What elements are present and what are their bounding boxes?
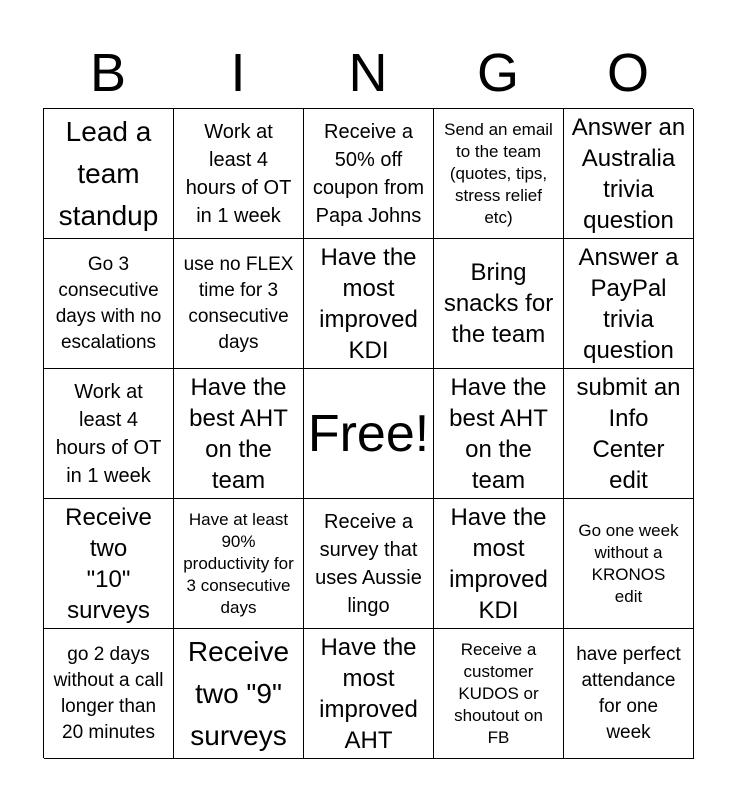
bingo-card-grid [43, 108, 693, 758]
cell-text: go 2 days without a call longer than 20 minutes [53, 643, 164, 743]
cell-text: Receive two "10" surveys [65, 503, 152, 624]
bingo-cell[interactable] [304, 499, 434, 629]
cell-text: Send an email to the team (quotes, tips, stress relief etc) [444, 119, 553, 227]
cell-text: Have the best AHT on the team [449, 373, 548, 494]
cell-text: Receive two "9" surveys [187, 635, 290, 751]
bingo-cell[interactable] [44, 629, 174, 759]
bingo-cell[interactable] [564, 369, 694, 499]
cell-text: Work at least 4 hours of OT in 1 week [185, 120, 292, 227]
header-letter-g: G [476, 43, 519, 103]
bingo-cell[interactable] [174, 499, 304, 629]
bingo-free-cell[interactable] [304, 369, 434, 499]
cell-text: Go 3 consecutive days with no escalations [55, 253, 162, 353]
bingo-cell[interactable] [174, 109, 304, 239]
cell-text: Have the best AHT on the team [189, 373, 288, 494]
bingo-header [43, 38, 693, 108]
bingo-cell[interactable] [564, 499, 694, 629]
cell-text: Lead a team standup [58, 115, 159, 231]
bingo-cell[interactable] [434, 369, 564, 499]
bingo-cell[interactable] [564, 629, 694, 759]
bingo-cell[interactable] [434, 109, 564, 239]
cell-text: Have the most improved KDI [319, 243, 418, 364]
bingo-cell[interactable] [174, 239, 304, 369]
bingo-cell[interactable] [44, 109, 174, 239]
cell-text: Go one week without a KRONOS edit [578, 520, 679, 606]
cell-text: Bring snacks for the team [443, 259, 554, 348]
header-letter-n: N [348, 43, 388, 103]
bingo-cell[interactable] [174, 629, 304, 759]
cell-text: use no FLEX time for 3 consecutive days [183, 253, 294, 353]
bingo-cell[interactable] [44, 369, 174, 499]
bingo-cell[interactable] [434, 629, 564, 759]
cell-text: Receive a customer KUDOS or shoutout on FB [454, 639, 543, 747]
cell-text: Have the most improved KDI [449, 503, 548, 624]
bingo-cell[interactable] [44, 499, 174, 629]
bingo-cell[interactable] [174, 369, 304, 499]
cell-text: Receive a survey that uses Aussie lingo [315, 510, 422, 617]
header-letter-o: O [606, 43, 649, 103]
bingo-cell[interactable] [304, 109, 434, 239]
cell-text: Work at least 4 hours of OT in 1 week [55, 380, 162, 487]
header-letter-i: I [230, 43, 246, 103]
cell-text: Receive a 50% off coupon from Papa Johns [312, 120, 425, 227]
cell-text: submit an Info Center edit [576, 373, 681, 494]
bingo-cell[interactable] [434, 499, 564, 629]
cell-text: Have the most improved AHT [319, 633, 418, 754]
bingo-cell[interactable] [304, 239, 434, 369]
cell-text: Have at least 90% productivity for 3 consecutive days [183, 509, 294, 617]
bingo-cell[interactable] [304, 629, 434, 759]
cell-text: Answer an Australia trivia question [571, 113, 686, 234]
bingo-cell[interactable] [564, 239, 694, 369]
bingo-cell[interactable] [564, 109, 694, 239]
bingo-cell[interactable] [434, 239, 564, 369]
cell-text: have perfect attendance for one week [576, 643, 681, 743]
header-letter-b: B [89, 43, 127, 103]
cell-text: Answer a PayPal trivia question [578, 243, 679, 364]
free-space-text: Free! [307, 404, 430, 463]
bingo-cell[interactable] [44, 239, 174, 369]
